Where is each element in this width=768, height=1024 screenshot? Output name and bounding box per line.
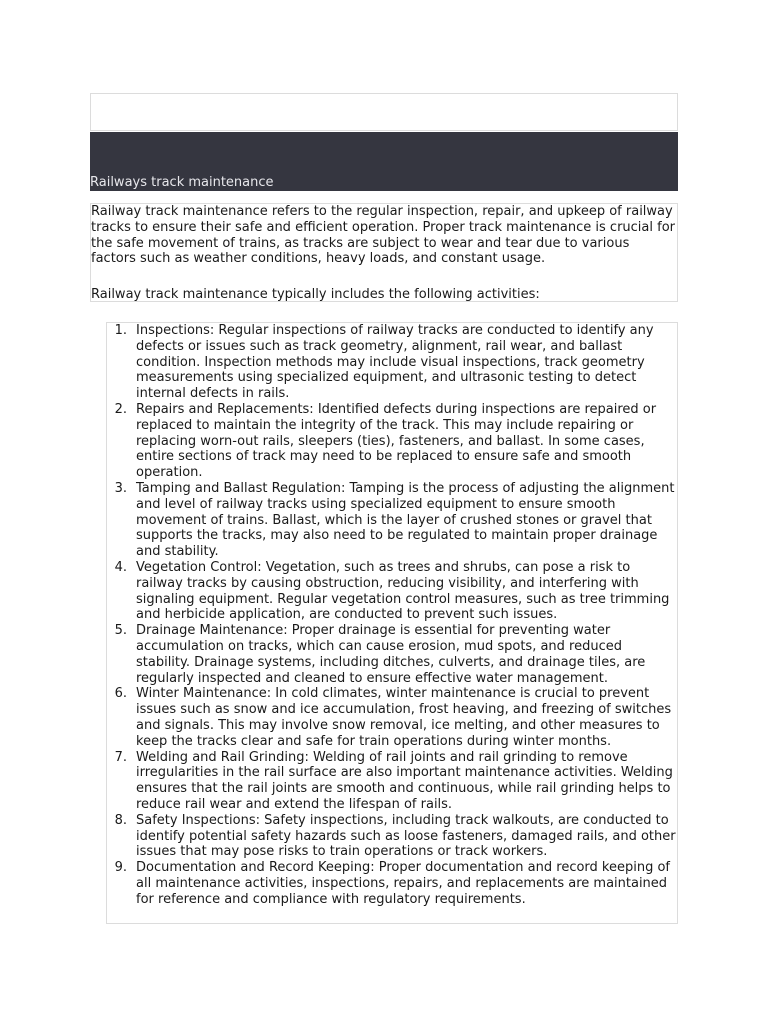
list-item xyxy=(107,750,679,813)
list-item xyxy=(107,623,679,686)
list-item xyxy=(107,860,679,907)
list-item-text: Inspections: Regular inspections of railway tracks are conducted to identify any defects or issues such as track geometry, alignment, rail wear, and ballast condition. Inspection methods may include visual inspections, track geometry measurements using specialized equipment, and ultrasonic testing to detect internal defects in rails. xyxy=(136,323,654,402)
intro-paragraph: Railway track maintenance refers to the regular inspection, repair, and upkeep of railway tracks to ensure their safe and efficient operation. Proper track maintenance is crucial for the safe movement of trains, as tracks are subject to wear and tear due to various factors such as weather conditions, heavy loads, and constant usage. xyxy=(91,204,676,267)
intro-lead-in: Railway track maintenance typically includes the following activities: xyxy=(91,287,540,303)
list-item-text: Winter Maintenance: In cold climates, winter maintenance is crucial to prevent issues such as snow and ice accumulation, frost heaving, and freezing of switches and signals. This may involve snow removal, ice melting, and other measures to keep the tracks clear and safe for train operations during winter months. xyxy=(136,686,672,749)
list-item-text: Safety Inspections: Safety inspections, including track walkouts, are conducted to identify potential safety hazards such as loose fasteners, damaged rails, and other issues that may pose risks to train operations or track workers. xyxy=(136,812,676,860)
list-item xyxy=(107,402,679,481)
list-item-number: 8. xyxy=(114,812,127,828)
list-item-number: 9. xyxy=(114,860,127,876)
list-item-number: 7. xyxy=(114,749,127,765)
list-item-number: 4. xyxy=(114,559,127,575)
list-item xyxy=(107,323,679,402)
list-item-number: 1. xyxy=(114,323,127,338)
activities-section xyxy=(106,322,678,924)
list-item xyxy=(107,686,679,749)
list-item-text: Repairs and Replacements: Identified defects during inspections are repaired or replaced to maintain the integrity of the track. This may include repairing or replacing worn-out rails, sleepers (ties), fasteners, and ballast. In some cases, entire sections of track may need to be replaced to ensure safe and smooth operation. xyxy=(136,401,657,481)
list-item-number: 3. xyxy=(114,480,127,496)
activities-list xyxy=(107,323,679,907)
list-item-text: Vegetation Control: Vegetation, such as trees and shrubs, can pose a risk to railway tracks by causing obstruction, reducing visibility, and interfering with signaling equipment. Regular vegetation control measures, such as tree trimming and herbicide application, are conducted to prevent such issues. xyxy=(136,559,670,623)
list-item xyxy=(107,560,679,623)
list-item xyxy=(107,481,679,560)
list-item-text: Welding and Rail Grinding: Welding of rail joints and rail grinding to remove irregularities in the rail surface are also important maintenance activities. Welding ensures that the rail joints are smooth and continuous, while rail grinding helps to reduce rail wear and extend the lifespan of rails. xyxy=(136,749,673,812)
list-item-text: Tamping and Ballast Regulation: Tamping is the process of adjusting the alignment and level of railway tracks using specialized equipment to ensure smooth movement of trains. Ballast, which is the layer of crushed stones or gravel that supports the tracks, may also need to be regulated to maintain proper drainage and stability. xyxy=(136,480,675,560)
title-bar xyxy=(90,132,678,191)
list-item-text: Documentation and Record Keeping: Proper documentation and record keeping of all maintenance activities, inspections, repairs, and replacements are maintained for reference and compliance with regulatory requirements. xyxy=(136,860,670,907)
top-empty-box xyxy=(90,93,678,131)
list-item-number: 5. xyxy=(114,623,127,639)
list-item-number: 2. xyxy=(114,401,127,417)
intro-section xyxy=(90,203,678,302)
page-title: Railways track maintenance xyxy=(90,175,274,190)
list-item xyxy=(107,813,679,860)
list-item-text: Drainage Maintenance: Proper drainage is essential for preventing water accumulation on tracks, which can cause erosion, mud spots, and reduced stability. Drainage systems, including ditches, culverts, and drainage tiles, are regularly inspected and cleaned to ensure effective water management. xyxy=(136,623,646,686)
list-item-number: 6. xyxy=(114,686,127,702)
